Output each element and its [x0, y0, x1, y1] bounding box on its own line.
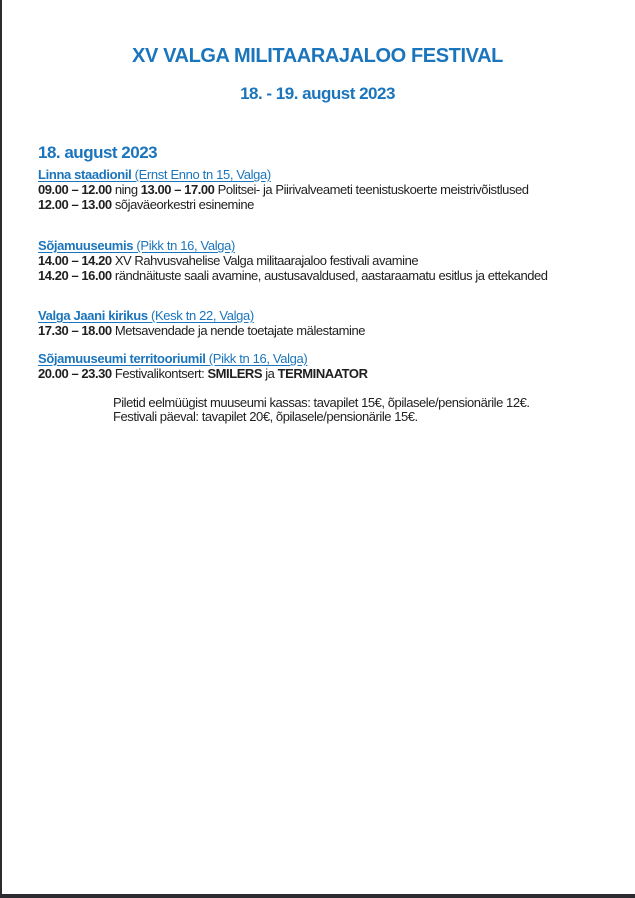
- venue-section: [38, 308, 615, 338]
- venue-link[interactable]: [38, 351, 307, 366]
- event-text: ja: [262, 366, 278, 381]
- festival-title: XV VALGA MILITAARAJALOO FESTIVAL: [132, 45, 503, 67]
- venue-link[interactable]: [38, 167, 271, 182]
- event-line: [38, 182, 615, 197]
- page-bottom-scan-border: [0, 894, 635, 898]
- schedule-sections: [38, 167, 615, 381]
- event-text: Politsei- ja Piirivalveameti teenistuskoerte meistrivõistlused: [214, 182, 529, 197]
- event-line: [38, 197, 615, 212]
- event-emphasis-text: 14.20 – 16.00: [38, 268, 112, 283]
- event-text: ning: [111, 182, 141, 197]
- event-emphasis-text: 17.30 – 18.00: [38, 323, 112, 338]
- event-emphasis-text: TERMINAATOR: [277, 366, 368, 381]
- venue-name: Valga Jaani kirikus: [38, 308, 148, 323]
- event-text: sõjaväeorkestri esinemine: [111, 197, 254, 212]
- venue-address: (Ernst Enno tn 15, Valga): [131, 167, 271, 182]
- event-text: rändnäituste saali avamine, austusavaldused, aastaraamatu esitlus ja ettekanded: [111, 268, 548, 283]
- venue-name: Sõjamuuseumis: [38, 238, 134, 253]
- event-text: Festivalikontsert:: [111, 366, 208, 381]
- venue-section: [38, 167, 615, 212]
- ticket-line-presale: Piletid eelmüügist muuseumi kassas: tavapilet 15€, õpilasele/pensionärile 12€.: [113, 395, 530, 410]
- venue-address: (Pikk tn 16, Valga): [205, 351, 308, 366]
- program-content: [38, 143, 615, 424]
- event-emphasis-text: 12.00 – 13.00: [38, 197, 112, 212]
- document-header: [0, 0, 635, 104]
- event-line: [38, 366, 615, 381]
- event-text: Metsavendade ja nende toetajate mälestamine: [111, 323, 366, 338]
- event-emphasis-text: 20.00 – 23.30: [38, 366, 112, 381]
- page-left-scan-border: [0, 0, 2, 898]
- event-emphasis-text: 14.00 – 14.20: [38, 253, 112, 268]
- day-heading: 18. august 2023: [38, 143, 158, 162]
- event-emphasis-text: 13.00 – 17.00: [140, 182, 215, 197]
- venue-address: (Pikk tn 16, Valga): [133, 238, 236, 253]
- venue-link[interactable]: [38, 308, 254, 323]
- venue-name: Linna staadionil: [38, 167, 132, 182]
- venue-name: Sõjamuuseumi territooriumil: [38, 351, 206, 366]
- event-line: [38, 268, 615, 283]
- event-text: XV Rahvusvahelise Valga militaarajaloo festivali avamine: [111, 253, 419, 268]
- event-emphasis-text: 09.00 – 12.00: [38, 182, 112, 197]
- ticket-info: [113, 396, 615, 424]
- venue-link[interactable]: [38, 238, 235, 253]
- ticket-line-festival-day: Festivali päeval: tavapilet 20€, õpilasele/pensionärile 15€.: [113, 409, 418, 424]
- venue-section: [38, 238, 615, 283]
- venue-section: [38, 351, 615, 381]
- event-emphasis-text: SMILERS: [207, 366, 263, 381]
- festival-dates: 18. - 19. august 2023: [240, 84, 395, 103]
- event-line: [38, 253, 615, 268]
- event-line: [38, 323, 615, 338]
- venue-address: (Kesk tn 22, Valga): [147, 308, 254, 323]
